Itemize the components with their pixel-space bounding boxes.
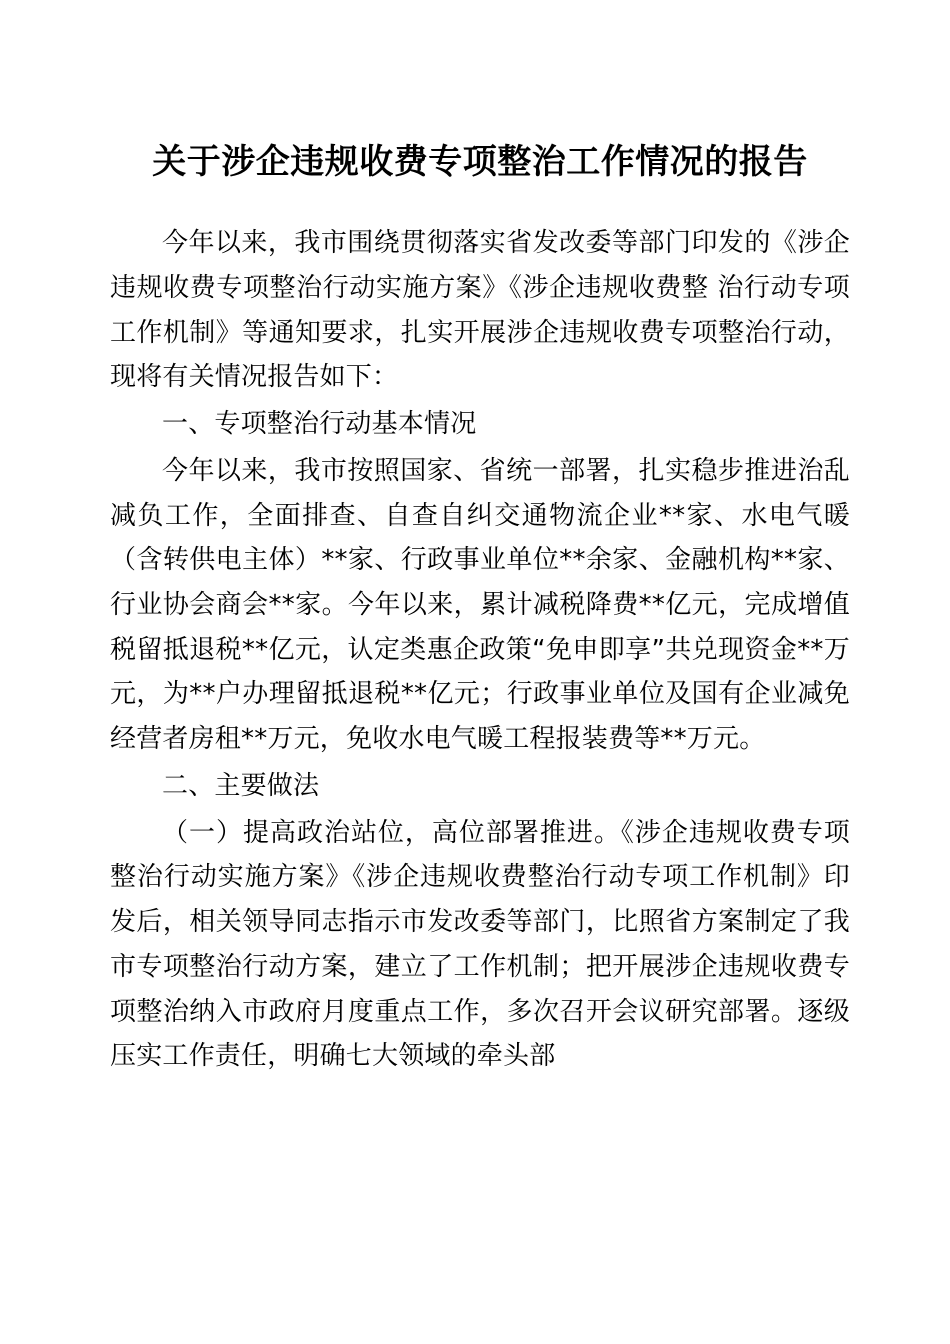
paragraph-section-two-heading: 二、主要做法: [162, 770, 320, 801]
document-body: [110, 221, 850, 1079]
paragraph-section-one-body: 今年以来，我市按照国家、省统一部署，扎实稳步推进治乱减负工作，全面排查、自查自纠交通物流企业**家、水电气暖（含转供电主体）**家、行政事业单位**余家、金融机构**家、行业协会商会**家。今年以来，累计减税降费**亿元，完成增值税留抵退税**亿元，认定类惠企政策“免申即享”共兑现资金**万元，为**户办理留抵退税**亿元；行政事业单位及国有企业减免经营者房租**万元，免收水电气暖工程报装费等**万元。: [110, 455, 850, 755]
paragraph-section-two-item-one: （一）提高政治站位，高位部署推进。《涉企违规收费专项整治行动实施方案》《涉企违规收费整治行动专项工作机制》印发后，相关领导同志指示市发改委等部门，比照省方案制定了我市专项整治行动方案，建立了工作机制；把开展涉企违规收费专项整治纳入市政府月度重点工作，多次召开会议研究部署。逐级压实工作责任，明确七大领域的牵头部: [110, 817, 850, 1072]
page-title: 关于涉企违规收费专项整治工作情况的报告: [152, 142, 808, 182]
paragraph-intro: 今年以来，我市围绕贯彻落实省发改委等部门印发的《涉企违规收费专项整治行动实施方案》《涉企违规收费整 治行动专项工作机制》等通知要求，扎实开展涉企违规收费专项整治行动，现将有关情况报告如下：: [110, 228, 850, 393]
paragraph-section-one-heading: 一、专项整治行动基本情况: [162, 409, 477, 440]
